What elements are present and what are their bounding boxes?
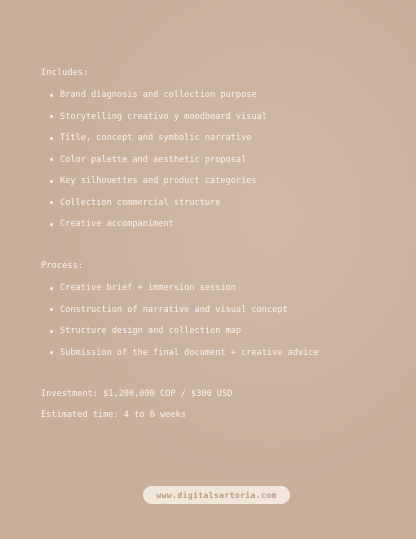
- investment-text: Investment: $1,200,000 COP / $300 USD: [41, 389, 233, 399]
- bullet-dot-icon: [50, 137, 53, 140]
- includes-list: [41, 89, 267, 240]
- estimated-time-text: Estimated time: 4 to 6 weeks: [41, 410, 186, 420]
- bullet-dot-icon: [50, 158, 53, 161]
- list-item: [41, 154, 267, 176]
- list-item-text: Structure design and collection map: [60, 326, 242, 336]
- list-item-text: Collection commercial structure: [60, 197, 221, 208]
- process-heading: Process:: [41, 261, 84, 271]
- list-item: [41, 197, 267, 219]
- bullet-dot-icon: [50, 201, 53, 204]
- list-item-text: Title, concept and symbolic narrative: [60, 133, 252, 143]
- includes-heading: Includes:: [41, 68, 89, 78]
- list-item-text: Creative brief + immersion session: [60, 283, 236, 293]
- list-item: [41, 282, 319, 304]
- list-item: [41, 347, 319, 369]
- list-item-text: Creative accompaniment: [60, 219, 174, 229]
- process-list: [41, 282, 319, 368]
- bullet-dot-icon: [50, 223, 53, 226]
- list-item: [41, 89, 267, 111]
- list-item-text: Storytelling creativo y moodboard visual: [60, 111, 267, 122]
- bullet-dot-icon: [50, 308, 53, 311]
- bullet-dot-icon: [50, 180, 53, 183]
- bullet-dot-icon: [50, 115, 53, 118]
- bullet-dot-icon: [50, 287, 53, 290]
- bullet-dot-icon: [50, 351, 53, 354]
- list-item-text: Color palette and aesthetic proposal: [60, 154, 247, 165]
- list-item: [41, 175, 267, 197]
- bullet-dot-icon: [50, 330, 53, 333]
- list-item: [41, 132, 267, 154]
- list-item-text: Key silhouettes and product categories: [60, 176, 257, 186]
- list-item: [41, 304, 319, 326]
- bullet-dot-icon: [50, 94, 53, 97]
- list-item: [41, 325, 319, 347]
- list-item: [41, 218, 267, 240]
- list-item-text: Brand diagnosis and collection purpose: [60, 90, 257, 100]
- list-item-text: Submission of the final document + creative advice: [60, 347, 319, 358]
- list-item: [41, 111, 267, 133]
- list-item-text: Construction of narrative and visual concept: [60, 304, 288, 315]
- website-link[interactable]: www.digitalsartoria.com: [143, 486, 290, 504]
